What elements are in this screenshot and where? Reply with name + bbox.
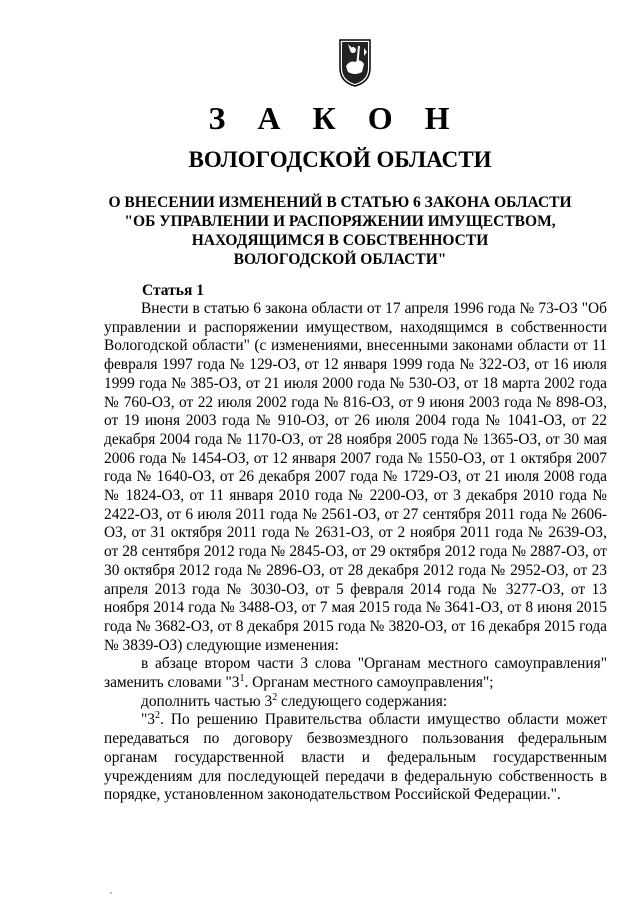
subject-line: "ОБ УПРАВЛЕНИИ И РАСПОРЯЖЕНИИ ИМУЩЕСТВОМ, [124,213,556,230]
subject-line: ВОЛОГОДСКОЙ ОБЛАСТИ" [233,251,447,268]
coat-of-arms-icon [334,38,376,88]
law-title: З А К О Н [208,100,462,136]
amendment-paragraph-1: в абзаце втором части 3 слова "Органам местного самоуправления" заменить словами "$3^1$. Органам местного самоуправления"; [104,655,607,692]
quoted-new-part: "$3^2$. По решению Правительства области имущество области может передаваться по договору безвозмездного пользования федеральным органам государственной власти и федеральным государственным учреждениям для последующей передачи в федеральную собственность в порядке, установленном законодательством Российской Федерации.". [104,710,607,804]
subject-line: О ВНЕСЕНИИ ИЗМЕНЕНИЙ В СТАТЬЮ 6 ЗАКОНА ОБЛАСТИ [108,194,572,211]
article-intro-paragraph: Внести в статью 6 закона области от 17 апреля 1996 года № 73-ОЗ "Об управлении и распоряжении имуществом, находящимся в собственности Вологодской области" (с изменениями, внесенными законами области от 11 февраля 1997 года № 129-ОЗ, от 12 января 1999 года № 322-ОЗ, от 16 июля 1999 года № 385-ОЗ, от 21 июля 2000 года № 530-ОЗ, от 18 марта 2002 года № 760-ОЗ, от 22 июля 2002 года № 816-ОЗ, от 9 июня 2003 года № 898-ОЗ, от 19 июня 2003 года № 910-ОЗ, от 26 июля 2004 года № 1041-ОЗ, от 22 декабря 2004 года № 1170-ОЗ, от 28 ноября 2005 года № 1365-ОЗ, от 30 мая 2006 года № 1454-ОЗ, от 12 января 2007 года № 1550-ОЗ, от 1 октября 2007 года № 1640-ОЗ, от 26 декабря 2007 года № 1729-ОЗ, от 21 июля 2008 года № 1824-ОЗ, от 11 января 2010 года № 2200-ОЗ, от 3 декабря 2010 года № 2422-ОЗ, от 6 июля 2011 года № 2561-ОЗ, от 27 сентября 2011 года № 2606-ОЗ, от 31 октября 2011 года № 2631-ОЗ, от 2 ноября 2011 года № 2639-ОЗ, от 28 сентября 2012 года № 2845-ОЗ, от 29 октября 2012 года № 2887-ОЗ, от 30 октября 2012 года № 2896-ОЗ, от 28 декабря 2012 года № 2952-ОЗ, от 23 апреля 2013 года № 3030-ОЗ, от 5 февраля 2014 года № 3277-ОЗ, от 13 ноября 2014 года № 3488-ОЗ, от 7 мая 2015 года № 3641-ОЗ, от 8 июня 2015 года № 3682-ОЗ, от 8 декабря 2015 года № 3820-ОЗ, от 16 декабря 2015 года № 3839-ОЗ) следующие изменения: [104,300,607,654]
subject-line: НАХОДЯЩИМСЯ В СОБСТВЕННОСТИ [191,232,489,249]
scan-speck [110,892,112,894]
article-title: Статья 1 [142,282,204,299]
region-title: ВОЛОГОДСКОЙ ОБЛАСТИ [188,147,492,172]
law-subject [0,193,640,269]
amendment-paragraph-2: дополнить частью $3^2$ следующего содержания: [141,691,448,710]
article-body [104,300,607,805]
